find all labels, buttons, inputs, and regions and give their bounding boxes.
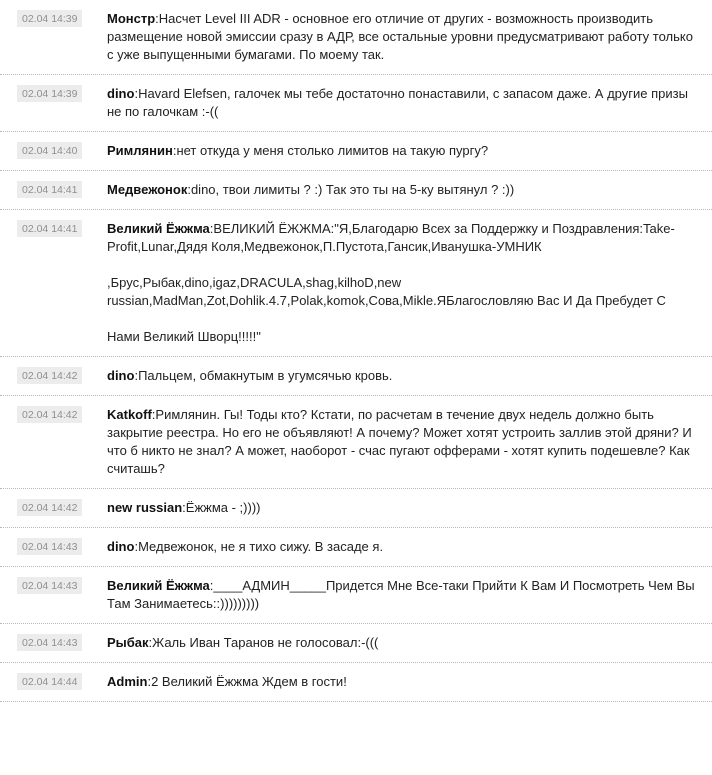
message-text: Жаль Иван Таранов не голосовал:-((( [152,635,379,650]
message-text: Пальцем, обмакнутым в угумсячью кровь. [138,368,393,383]
message-timestamp[interactable]: 02.04 14:42 [17,499,82,516]
message-text: Римлянин. Гы! Тоды кто? Кстати, по расчетам в течение двух недель должно быть закрытие реестра. Но его не объявляют! А почему? Может хотят устроить заллив этой дряни? И что б никто не знал? А может, наоборот - счас пугают офферами - хотят купить подешевле? Как считашь? [107,407,696,476]
message-author[interactable]: Великий Ёжжма [107,578,210,593]
message-timestamp[interactable]: 02.04 14:41 [17,220,82,237]
message-author[interactable]: dino [107,368,135,383]
message-author[interactable]: Медвежонок [107,182,188,197]
message-text: dino, твои лимиты ? :) Так это ты на 5-ку вытянул ? :)) [190,182,515,197]
message-text: Ёжжма - ;)))) [185,500,261,515]
message-timestamp[interactable]: 02.04 14:41 [17,181,82,198]
chat-message: 02.04 14:41 Медвежонок:dino, твои лимиты ? :) Так это ты на 5-ку вытянул ? :)) [0,171,712,210]
message-timestamp[interactable]: 02.04 14:43 [17,634,82,651]
chat-message: 02.04 14:41 Великий Ёжжма:ВЕЛИКИЙ ЁЖЖМА:"Я,Благодарю Всех за Поддержку и Поздравления:Take-Profit,Lunar,Дядя Коля,Медвежонок,П.Пустота,Гансик,Иванушка-УМНИК ,Брус,Рыбак,dino,igaz,DRACULA,shag,kilhoD,new russian,MadMan,Zot,Dohlik.4.7,Polak,komok,Сова,Mikle.ЯБлагословляю Вас И Да Пребудет С Нами Великий Шворц!!!!!" [0,210,712,357]
chat-message: 02.04 14:43 dino:Медвежонок, не я тихо сижу. В засаде я. [0,528,712,567]
chat-message: 02.04 14:39 Монстр:Насчет Level III ADR - основное его отличие от других - возможность производить размещение новой эмиссии сразу в АДР, все остальные уровни предусматривают работу только с уже выпущенными бумагами. По моему так. [0,0,712,75]
message-author[interactable]: dino [107,539,135,554]
chat-message: 02.04 14:43 Великий Ёжжма:____АДМИН_____Придется Мне Все-таки Прийти К Вам И Посмотреть Чем Вы Там Занимаетесь::))))))))) [0,567,712,624]
message-author[interactable]: Katkoff [107,407,152,422]
message-text: 2 Великий Ёжжма Ждем в гости! [151,674,347,689]
message-author[interactable]: Римлянин [107,143,173,158]
chat-message: 02.04 14:42 Katkoff:Римлянин. Гы! Тоды кто? Кстати, по расчетам в течение двух недель должно быть закрытие реестра. Но его не объявляют! А почему? Может хотят устроить заллив этой дряни? И что б никто не знал? А может, наоборот - счас пугают офферами - хотят купить подешевле? Как считашь? [0,396,712,489]
message-author[interactable]: Великий Ёжжма [107,221,210,236]
message-timestamp[interactable]: 02.04 14:42 [17,367,82,384]
message-text: Медвежонок, не я тихо сижу. В засаде я. [138,539,384,554]
message-author[interactable]: Монстр [107,11,156,26]
message-text: Havard Elefsen, галочек мы тебе достаточно понаставили, с запасом даже. А другие призы не по галочкам :-(( [107,86,692,119]
message-text: Насчет Level III ADR - основное его отличие от других - возможность производить размещение новой эмиссии сразу в АДР, все остальные уровни предусматривают работу только с уже выпущенными бумагами. По моему так. [107,11,697,62]
chat-message: 02.04 14:42 new russian:Ёжжма - ;)))) [0,489,712,528]
message-author[interactable]: dino [107,86,135,101]
chat-message: 02.04 14:39 dino:Havard Elefsen, галочек мы тебе достаточно понаставили, с запасом даже. А другие призы не по галочкам :-(( [0,75,712,132]
chat-message: 02.04 14:43 Рыбак:Жаль Иван Таранов не голосовал:-((( [0,624,712,663]
message-timestamp[interactable]: 02.04 14:43 [17,538,82,555]
chat-message: 02.04 14:40 Римлянин:нет откуда у меня столько лимитов на такую пургу? [0,132,712,171]
message-timestamp[interactable]: 02.04 14:43 [17,577,82,594]
message-timestamp[interactable]: 02.04 14:44 [17,673,82,690]
chat-message: 02.04 14:42 dino:Пальцем, обмакнутым в угумсячью кровь. [0,357,712,396]
message-timestamp[interactable]: 02.04 14:42 [17,406,82,423]
message-author[interactable]: Admin [107,674,148,689]
message-text: нет откуда у меня столько лимитов на такую пургу? [176,143,489,158]
message-author[interactable]: Рыбак [107,635,149,650]
message-text: ВЕЛИКИЙ ЁЖЖМА:"Я,Благодарю Всех за Поддержку и Поздравления:Take-Profit,Lunar,Дядя Коля,Медвежонок,П.Пустота,Гансик,Иванушка-УМНИК ,Брус,Рыбак,dino,igaz,DRACULA,shag,kilhoD,new russian,MadMan,Zot,Dohlik.4.7,Polak,komok,Сова,Mikle.ЯБлагословляю Вас И Да Пребудет С Нами Великий Шворц!!!!!" [107,221,675,344]
message-text: ____АДМИН_____Придется Мне Все-таки Прийти К Вам И Посмотреть Чем Вы Там Занимаетесь::))))))))) [107,578,699,611]
message-timestamp[interactable]: 02.04 14:39 [17,10,82,27]
chat-message: 02.04 14:44 Admin:2 Великий Ёжжма Ждем в гости! [0,663,712,702]
message-timestamp[interactable]: 02.04 14:39 [17,85,82,102]
message-timestamp[interactable]: 02.04 14:40 [17,142,82,159]
message-author[interactable]: new russian [107,500,183,515]
